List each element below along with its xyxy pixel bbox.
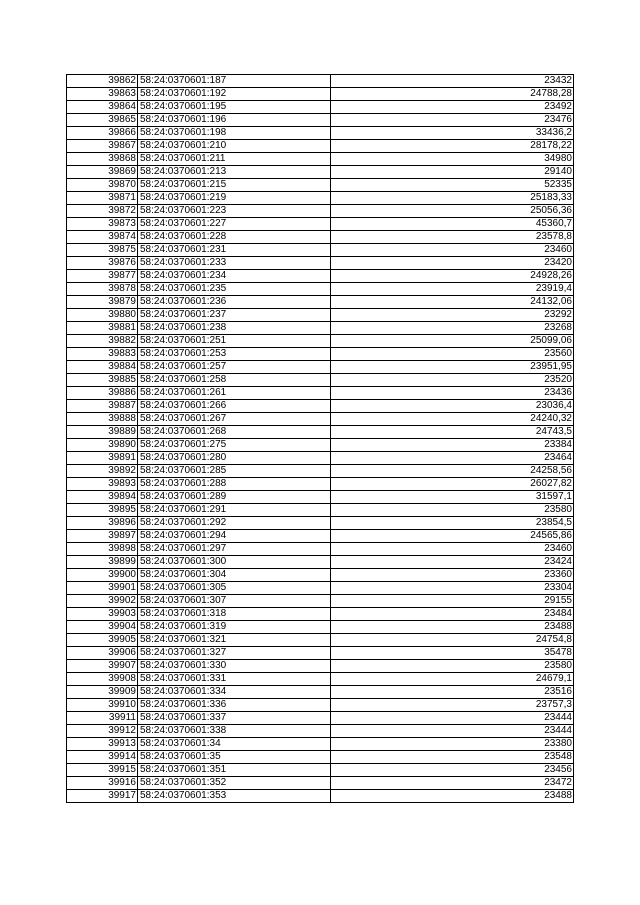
- table-row: [67, 387, 574, 400]
- value-cell: 23516: [331, 686, 574, 699]
- table-row: [67, 725, 574, 738]
- value-cell: 29140: [331, 166, 574, 179]
- table-row: [67, 660, 574, 673]
- row-number-cell: 39909: [67, 686, 138, 699]
- cadastral-number-cell: 58:24:0370601:291: [138, 504, 331, 517]
- table-row: [67, 361, 574, 374]
- row-number-cell: 39904: [67, 621, 138, 634]
- cadastral-number-cell: 58:24:0370601:297: [138, 543, 331, 556]
- cadastral-number-cell: 58:24:0370601:337: [138, 712, 331, 725]
- value-cell: 23384: [331, 439, 574, 452]
- cadastral-number-cell: 58:24:0370601:336: [138, 699, 331, 712]
- cadastral-number-cell: 58:24:0370601:238: [138, 322, 331, 335]
- row-number-cell: 39882: [67, 335, 138, 348]
- value-cell: 25183,33: [331, 192, 574, 205]
- value-cell: 24754,8: [331, 634, 574, 647]
- cadastral-number-cell: 58:24:0370601:305: [138, 582, 331, 595]
- table-row: [67, 101, 574, 114]
- row-number-cell: 39871: [67, 192, 138, 205]
- table-row: [67, 582, 574, 595]
- row-number-cell: 39864: [67, 101, 138, 114]
- cadastral-number-cell: 58:24:0370601:210: [138, 140, 331, 153]
- value-cell: 23488: [331, 621, 574, 634]
- value-cell: 24240,32: [331, 413, 574, 426]
- table-row: [67, 608, 574, 621]
- value-cell: 23757,3: [331, 699, 574, 712]
- table-row: [67, 270, 574, 283]
- value-cell: 23492: [331, 101, 574, 114]
- row-number-cell: 39901: [67, 582, 138, 595]
- row-number-cell: 39885: [67, 374, 138, 387]
- cadastral-number-cell: 58:24:0370601:330: [138, 660, 331, 673]
- table-row: [67, 88, 574, 101]
- table-row: [67, 712, 574, 725]
- value-cell: 23578,8: [331, 231, 574, 244]
- row-number-cell: 39866: [67, 127, 138, 140]
- value-cell: 23304: [331, 582, 574, 595]
- value-cell: 23951,95: [331, 361, 574, 374]
- cadastral-number-cell: 58:24:0370601:234: [138, 270, 331, 283]
- table-row: [67, 530, 574, 543]
- table-row: [67, 465, 574, 478]
- value-cell: 23476: [331, 114, 574, 127]
- cadastral-number-cell: 58:24:0370601:211: [138, 153, 331, 166]
- row-number-cell: 39892: [67, 465, 138, 478]
- cadastral-number-cell: 58:24:0370601:251: [138, 335, 331, 348]
- table-row: [67, 673, 574, 686]
- cadastral-number-cell: 58:24:0370601:318: [138, 608, 331, 621]
- row-number-cell: 39887: [67, 400, 138, 413]
- value-cell: 52335: [331, 179, 574, 192]
- row-number-cell: 39874: [67, 231, 138, 244]
- table-row: [67, 192, 574, 205]
- value-cell: 23854,5: [331, 517, 574, 530]
- cadastral-number-cell: 58:24:0370601:236: [138, 296, 331, 309]
- table-row: [67, 426, 574, 439]
- cadastral-number-cell: 58:24:0370601:235: [138, 283, 331, 296]
- row-number-cell: 39895: [67, 504, 138, 517]
- cadastral-number-cell: 58:24:0370601:266: [138, 400, 331, 413]
- row-number-cell: 39908: [67, 673, 138, 686]
- cadastral-number-cell: 58:24:0370601:35: [138, 751, 331, 764]
- cadastral-number-cell: 58:24:0370601:257: [138, 361, 331, 374]
- cadastral-number-cell: 58:24:0370601:34: [138, 738, 331, 751]
- value-cell: 23436: [331, 387, 574, 400]
- cadastral-number-cell: 58:24:0370601:304: [138, 569, 331, 582]
- table-row: [67, 478, 574, 491]
- row-number-cell: 39898: [67, 543, 138, 556]
- row-number-cell: 39878: [67, 283, 138, 296]
- value-cell: 23456: [331, 764, 574, 777]
- value-cell: 33436,2: [331, 127, 574, 140]
- table-row: [67, 127, 574, 140]
- table-row: [67, 348, 574, 361]
- table-row: [67, 244, 574, 257]
- cadastral-number-cell: 58:24:0370601:307: [138, 595, 331, 608]
- row-number-cell: 39899: [67, 556, 138, 569]
- value-cell: 24258,56: [331, 465, 574, 478]
- value-cell: 23580: [331, 504, 574, 517]
- cadastral-number-cell: 58:24:0370601:261: [138, 387, 331, 400]
- value-cell: 23580: [331, 660, 574, 673]
- row-number-cell: 39862: [67, 75, 138, 88]
- value-cell: 23472: [331, 777, 574, 790]
- table-row: [67, 556, 574, 569]
- cadastral-number-cell: 58:24:0370601:275: [138, 439, 331, 452]
- cadastral-number-cell: 58:24:0370601:227: [138, 218, 331, 231]
- table-row: [67, 751, 574, 764]
- cadastral-number-cell: 58:24:0370601:285: [138, 465, 331, 478]
- row-number-cell: 39868: [67, 153, 138, 166]
- table-row: [67, 114, 574, 127]
- value-cell: 29155: [331, 595, 574, 608]
- cadastral-number-cell: 58:24:0370601:280: [138, 452, 331, 465]
- row-number-cell: 39890: [67, 439, 138, 452]
- row-number-cell: 39877: [67, 270, 138, 283]
- table-row: [67, 452, 574, 465]
- table-row: [67, 621, 574, 634]
- table-row: [67, 517, 574, 530]
- value-cell: 24788,28: [331, 88, 574, 101]
- row-number-cell: 39879: [67, 296, 138, 309]
- cadastral-number-cell: 58:24:0370601:338: [138, 725, 331, 738]
- value-cell: 31597,1: [331, 491, 574, 504]
- cadastral-number-cell: 58:24:0370601:198: [138, 127, 331, 140]
- row-number-cell: 39870: [67, 179, 138, 192]
- cadastral-number-cell: 58:24:0370601:219: [138, 192, 331, 205]
- table-row: [67, 504, 574, 517]
- row-number-cell: 39889: [67, 426, 138, 439]
- row-number-cell: 39894: [67, 491, 138, 504]
- cadastral-number-cell: 58:24:0370601:192: [138, 88, 331, 101]
- cadastral-number-cell: 58:24:0370601:321: [138, 634, 331, 647]
- row-number-cell: 39875: [67, 244, 138, 257]
- table-row: [67, 153, 574, 166]
- table-row: [67, 439, 574, 452]
- table-row: [67, 335, 574, 348]
- table-row: [67, 413, 574, 426]
- value-cell: 35478: [331, 647, 574, 660]
- table-row: [67, 400, 574, 413]
- value-cell: 23548: [331, 751, 574, 764]
- value-cell: 23432: [331, 75, 574, 88]
- row-number-cell: 39867: [67, 140, 138, 153]
- table-row: [67, 699, 574, 712]
- table-row: [67, 140, 574, 153]
- cadastral-number-cell: 58:24:0370601:231: [138, 244, 331, 257]
- value-cell: 24565,86: [331, 530, 574, 543]
- row-number-cell: 39893: [67, 478, 138, 491]
- value-cell: 23268: [331, 322, 574, 335]
- row-number-cell: 39863: [67, 88, 138, 101]
- row-number-cell: 39917: [67, 790, 138, 803]
- table-row: [67, 283, 574, 296]
- table-row: [67, 777, 574, 790]
- value-cell: 45360,7: [331, 218, 574, 231]
- row-number-cell: 39896: [67, 517, 138, 530]
- cadastral-number-cell: 58:24:0370601:233: [138, 257, 331, 270]
- value-cell: 23444: [331, 725, 574, 738]
- cadastral-number-cell: 58:24:0370601:351: [138, 764, 331, 777]
- cadastral-number-cell: 58:24:0370601:327: [138, 647, 331, 660]
- value-cell: 23464: [331, 452, 574, 465]
- cadastral-number-cell: 58:24:0370601:294: [138, 530, 331, 543]
- table-row: [67, 218, 574, 231]
- table-row: [67, 790, 574, 803]
- value-cell: 26027,82: [331, 478, 574, 491]
- value-cell: 23560: [331, 348, 574, 361]
- value-cell: 25099,06: [331, 335, 574, 348]
- table-row: [67, 296, 574, 309]
- table-body: [67, 75, 574, 803]
- table-row: [67, 231, 574, 244]
- table-row: [67, 647, 574, 660]
- cadastral-number-cell: 58:24:0370601:331: [138, 673, 331, 686]
- cadastral-number-cell: 58:24:0370601:223: [138, 205, 331, 218]
- table-row: [67, 491, 574, 504]
- cadastral-number-cell: 58:24:0370601:352: [138, 777, 331, 790]
- row-number-cell: 39888: [67, 413, 138, 426]
- value-cell: 23460: [331, 244, 574, 257]
- table-row: [67, 179, 574, 192]
- cadastral-number-cell: 58:24:0370601:292: [138, 517, 331, 530]
- cadastral-number-cell: 58:24:0370601:300: [138, 556, 331, 569]
- value-cell: 23360: [331, 569, 574, 582]
- row-number-cell: 39883: [67, 348, 138, 361]
- row-number-cell: 39914: [67, 751, 138, 764]
- value-cell: 23488: [331, 790, 574, 803]
- value-cell: 23380: [331, 738, 574, 751]
- table-row: [67, 374, 574, 387]
- cadastral-number-cell: 58:24:0370601:237: [138, 309, 331, 322]
- cadastral-number-cell: 58:24:0370601:268: [138, 426, 331, 439]
- value-cell: 23036,4: [331, 400, 574, 413]
- table-row: [67, 543, 574, 556]
- table-row: [67, 309, 574, 322]
- row-number-cell: 39891: [67, 452, 138, 465]
- table-row: [67, 166, 574, 179]
- table-row: [67, 634, 574, 647]
- value-cell: 28178,22: [331, 140, 574, 153]
- row-number-cell: 39880: [67, 309, 138, 322]
- value-cell: 23520: [331, 374, 574, 387]
- cadastral-table: [66, 74, 574, 803]
- table-row: [67, 686, 574, 699]
- cadastral-number-cell: 58:24:0370601:195: [138, 101, 331, 114]
- cadastral-number-cell: 58:24:0370601:319: [138, 621, 331, 634]
- value-cell: 23424: [331, 556, 574, 569]
- value-cell: 23919,4: [331, 283, 574, 296]
- cadastral-number-cell: 58:24:0370601:253: [138, 348, 331, 361]
- row-number-cell: 39902: [67, 595, 138, 608]
- row-number-cell: 39903: [67, 608, 138, 621]
- value-cell: 23460: [331, 543, 574, 556]
- row-number-cell: 39912: [67, 725, 138, 738]
- row-number-cell: 39907: [67, 660, 138, 673]
- value-cell: 23420: [331, 257, 574, 270]
- row-number-cell: 39900: [67, 569, 138, 582]
- row-number-cell: 39865: [67, 114, 138, 127]
- row-number-cell: 39905: [67, 634, 138, 647]
- cadastral-number-cell: 58:24:0370601:228: [138, 231, 331, 244]
- table-row: [67, 75, 574, 88]
- row-number-cell: 39906: [67, 647, 138, 660]
- value-cell: 25056,36: [331, 205, 574, 218]
- row-number-cell: 39881: [67, 322, 138, 335]
- table-row: [67, 257, 574, 270]
- data-sheet: [66, 74, 573, 803]
- value-cell: 24132,06: [331, 296, 574, 309]
- value-cell: 23292: [331, 309, 574, 322]
- cadastral-number-cell: 58:24:0370601:334: [138, 686, 331, 699]
- table-row: [67, 595, 574, 608]
- row-number-cell: 39872: [67, 205, 138, 218]
- row-number-cell: 39873: [67, 218, 138, 231]
- row-number-cell: 39869: [67, 166, 138, 179]
- row-number-cell: 39911: [67, 712, 138, 725]
- row-number-cell: 39886: [67, 387, 138, 400]
- row-number-cell: 39913: [67, 738, 138, 751]
- value-cell: 24743,5: [331, 426, 574, 439]
- cadastral-number-cell: 58:24:0370601:288: [138, 478, 331, 491]
- row-number-cell: 39910: [67, 699, 138, 712]
- row-number-cell: 39884: [67, 361, 138, 374]
- table-row: [67, 738, 574, 751]
- cadastral-number-cell: 58:24:0370601:289: [138, 491, 331, 504]
- cadastral-number-cell: 58:24:0370601:196: [138, 114, 331, 127]
- row-number-cell: 39876: [67, 257, 138, 270]
- cadastral-number-cell: 58:24:0370601:187: [138, 75, 331, 88]
- cadastral-number-cell: 58:24:0370601:267: [138, 413, 331, 426]
- cadastral-number-cell: 58:24:0370601:353: [138, 790, 331, 803]
- cadastral-number-cell: 58:24:0370601:213: [138, 166, 331, 179]
- row-number-cell: 39897: [67, 530, 138, 543]
- value-cell: 23484: [331, 608, 574, 621]
- cadastral-number-cell: 58:24:0370601:258: [138, 374, 331, 387]
- table-row: [67, 569, 574, 582]
- value-cell: 24679,1: [331, 673, 574, 686]
- cadastral-number-cell: 58:24:0370601:215: [138, 179, 331, 192]
- value-cell: 34980: [331, 153, 574, 166]
- value-cell: 23444: [331, 712, 574, 725]
- table-row: [67, 322, 574, 335]
- table-row: [67, 205, 574, 218]
- value-cell: 24928,26: [331, 270, 574, 283]
- table-row: [67, 764, 574, 777]
- row-number-cell: 39916: [67, 777, 138, 790]
- row-number-cell: 39915: [67, 764, 138, 777]
